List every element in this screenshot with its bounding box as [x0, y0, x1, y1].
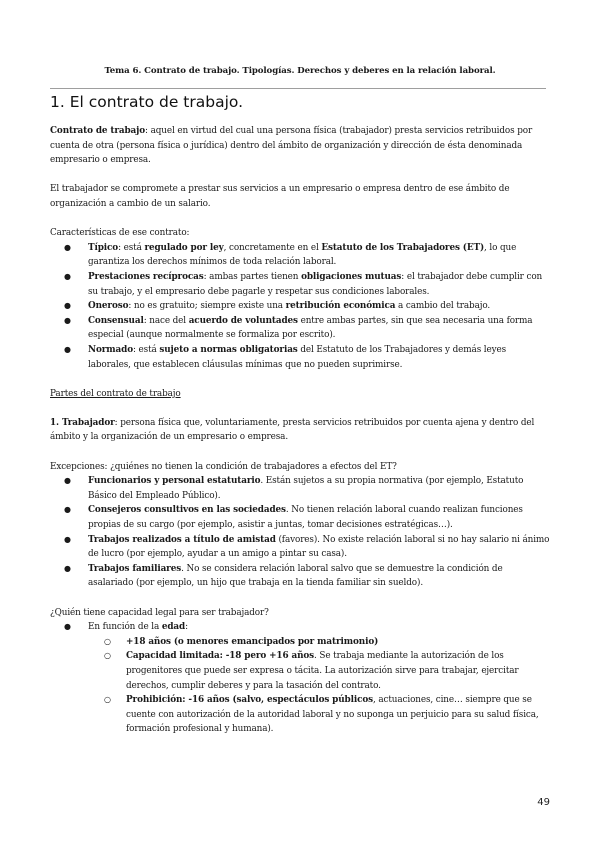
age-sublist [88, 635, 550, 737]
list-item: ● En función de la edad: ○ +18 años (o menores emancipados por matrimonio) ○ Capacidad limitada: -18 pero +16 años. Se trabaja mediante la autorización de los progenitores que puede ser expresa o tácita. La autorización sirve para trabajar, ejercitar derechos, cumplir deberes y para la tasación del contrato. ○ Prohibición: -16 años (salvo, espectáculos públicos, actuaciones, cine… siempre que se cuente con autorización de la autoridad laboral y no suponga un perjuicio para su salud física, formación profesional y humana). [50, 620, 550, 737]
list-item: ● Prestaciones recíprocas: ambas partes tienen obligaciones mutuas: el trabajador debe cumplir con su trabajo, y el empresario debe pagarle y respetar sus condiciones laborales. [64, 271, 543, 297]
list-item: ● Trabajos familiares. No se considera relación laboral salvo que se demuestre la condición de asalariado (por ejemplo, un hijo que trabaja en la tienda familiar sin sueldo). [64, 563, 503, 589]
bullet-icon: ● [64, 563, 71, 573]
header-divider [50, 88, 546, 89]
page-number: 49 [537, 797, 550, 808]
document-body [50, 124, 550, 737]
characteristics-list [50, 241, 550, 372]
list-item: ● Consensual: nace del acuerdo de voluntades entre ambas partes, sin que sea necesaria una forma especial (aunque normalmente se formaliza por escrito). [64, 315, 533, 341]
definition-text: : aquel en virtud del cual una persona física (trabajador) presta servicios retribuidos por cuenta de otra (persona física o jurídica) dentro del ámbito de organización y dirección de ésta denominada empresario o empresa. [50, 126, 533, 166]
capacity-list [50, 620, 550, 737]
list-item: ● Típico: está regulado por ley, concretamente en el Estatuto de los Trabajadores (ET), lo que garantiza los derechos mínimos de toda relación laboral. [64, 242, 517, 268]
worker-text: : persona física que, voluntariamente, presta servicios retribuidos por cuenta ajena y dentro del ámbito y la organización de un empresario o empresa. [50, 417, 535, 443]
section-title: 1. El contrato de trabajo. [50, 93, 244, 111]
definition-paragraph [50, 124, 550, 168]
bullet-icon: ● [64, 242, 71, 252]
worker-paragraph [50, 416, 550, 445]
parts-heading: Partes del contrato de trabajo [50, 388, 181, 399]
circle-bullet-icon: ○ [104, 695, 111, 705]
circle-bullet-icon: ○ [104, 636, 111, 646]
list-item: ● Oneroso: no es gratuito; siempre existe una retribución económica a cambio del trabajo. [50, 299, 550, 314]
list-item: ● Consejeros consultivos en las sociedades. No tienen relación laboral cuando realizan funciones propias de su cargo (por ejemplo, asistir a juntas, tomar decisiones estratégicas…). [64, 505, 523, 531]
list-item: ○ Prohibición: -16 años (salvo, espectáculos públicos, actuaciones, cine… siempre que se cuente con autorización de la autoridad laboral y no suponga un perjuicio para su salud física, formación profesional y humana). [104, 695, 539, 735]
exceptions-intro: Excepciones: ¿quiénes no tienen la condición de trabajadores a efectos del ET? [50, 461, 397, 472]
commitment-paragraph: El trabajador se compromete a prestar sus servicios a un empresario o empresa dentro de ese ámbito de organización a cambio de un salario. [50, 184, 510, 209]
page-header-title: Tema 6. Contrato de trabajo. Tipologías. Derechos y deberes en la relación laboral. [104, 66, 496, 76]
bullet-icon: ● [64, 505, 71, 515]
bullet-icon: ● [64, 315, 71, 325]
worker-term: 1. Trabajador [50, 417, 115, 428]
list-item: ● Trabajos realizados a título de amistad (favores). No existe relación laboral si no hay salario ni ánimo de lucro (por ejemplo, ayudar a un amigo a pintar su casa). [64, 534, 550, 560]
list-item: ● Funcionarios y personal estatutario. Están sujetos a su propia normativa (por ejemplo, Estatuto Básico del Empleado Público). [64, 476, 524, 501]
bullet-icon: ● [64, 344, 71, 354]
circle-bullet-icon: ○ [104, 651, 111, 661]
capacity-question: ¿Quién tiene capacidad legal para ser trabajador? [50, 607, 269, 618]
bullet-icon: ● [64, 622, 71, 632]
bullet-icon: ● [64, 534, 71, 544]
list-item: ○ +18 años (o menores emancipados por matrimonio) [88, 635, 550, 650]
list-item: ● Normado: está sujeto a normas obligatorias del Estatuto de los Trabajadores y demás leyes laborales, que establecen cláusulas mínimas que no pueden suprimirse. [64, 344, 507, 370]
exceptions-list [50, 474, 550, 591]
bullet-icon: ● [64, 476, 71, 486]
bullet-icon: ● [64, 301, 71, 311]
characteristics-intro: Características de ese contrato: [50, 228, 190, 239]
list-item: ○ Capacidad limitada: -18 pero +16 años. Se trabaja mediante la autorización de los progenitores que puede ser expresa o tácita. La autorización sirve para trabajar, ejercitar derechos, cumplir deberes y para la tasación del contrato. [104, 651, 519, 691]
bullet-icon: ● [64, 271, 71, 281]
definition-term: Contrato de trabajo [50, 126, 146, 136]
